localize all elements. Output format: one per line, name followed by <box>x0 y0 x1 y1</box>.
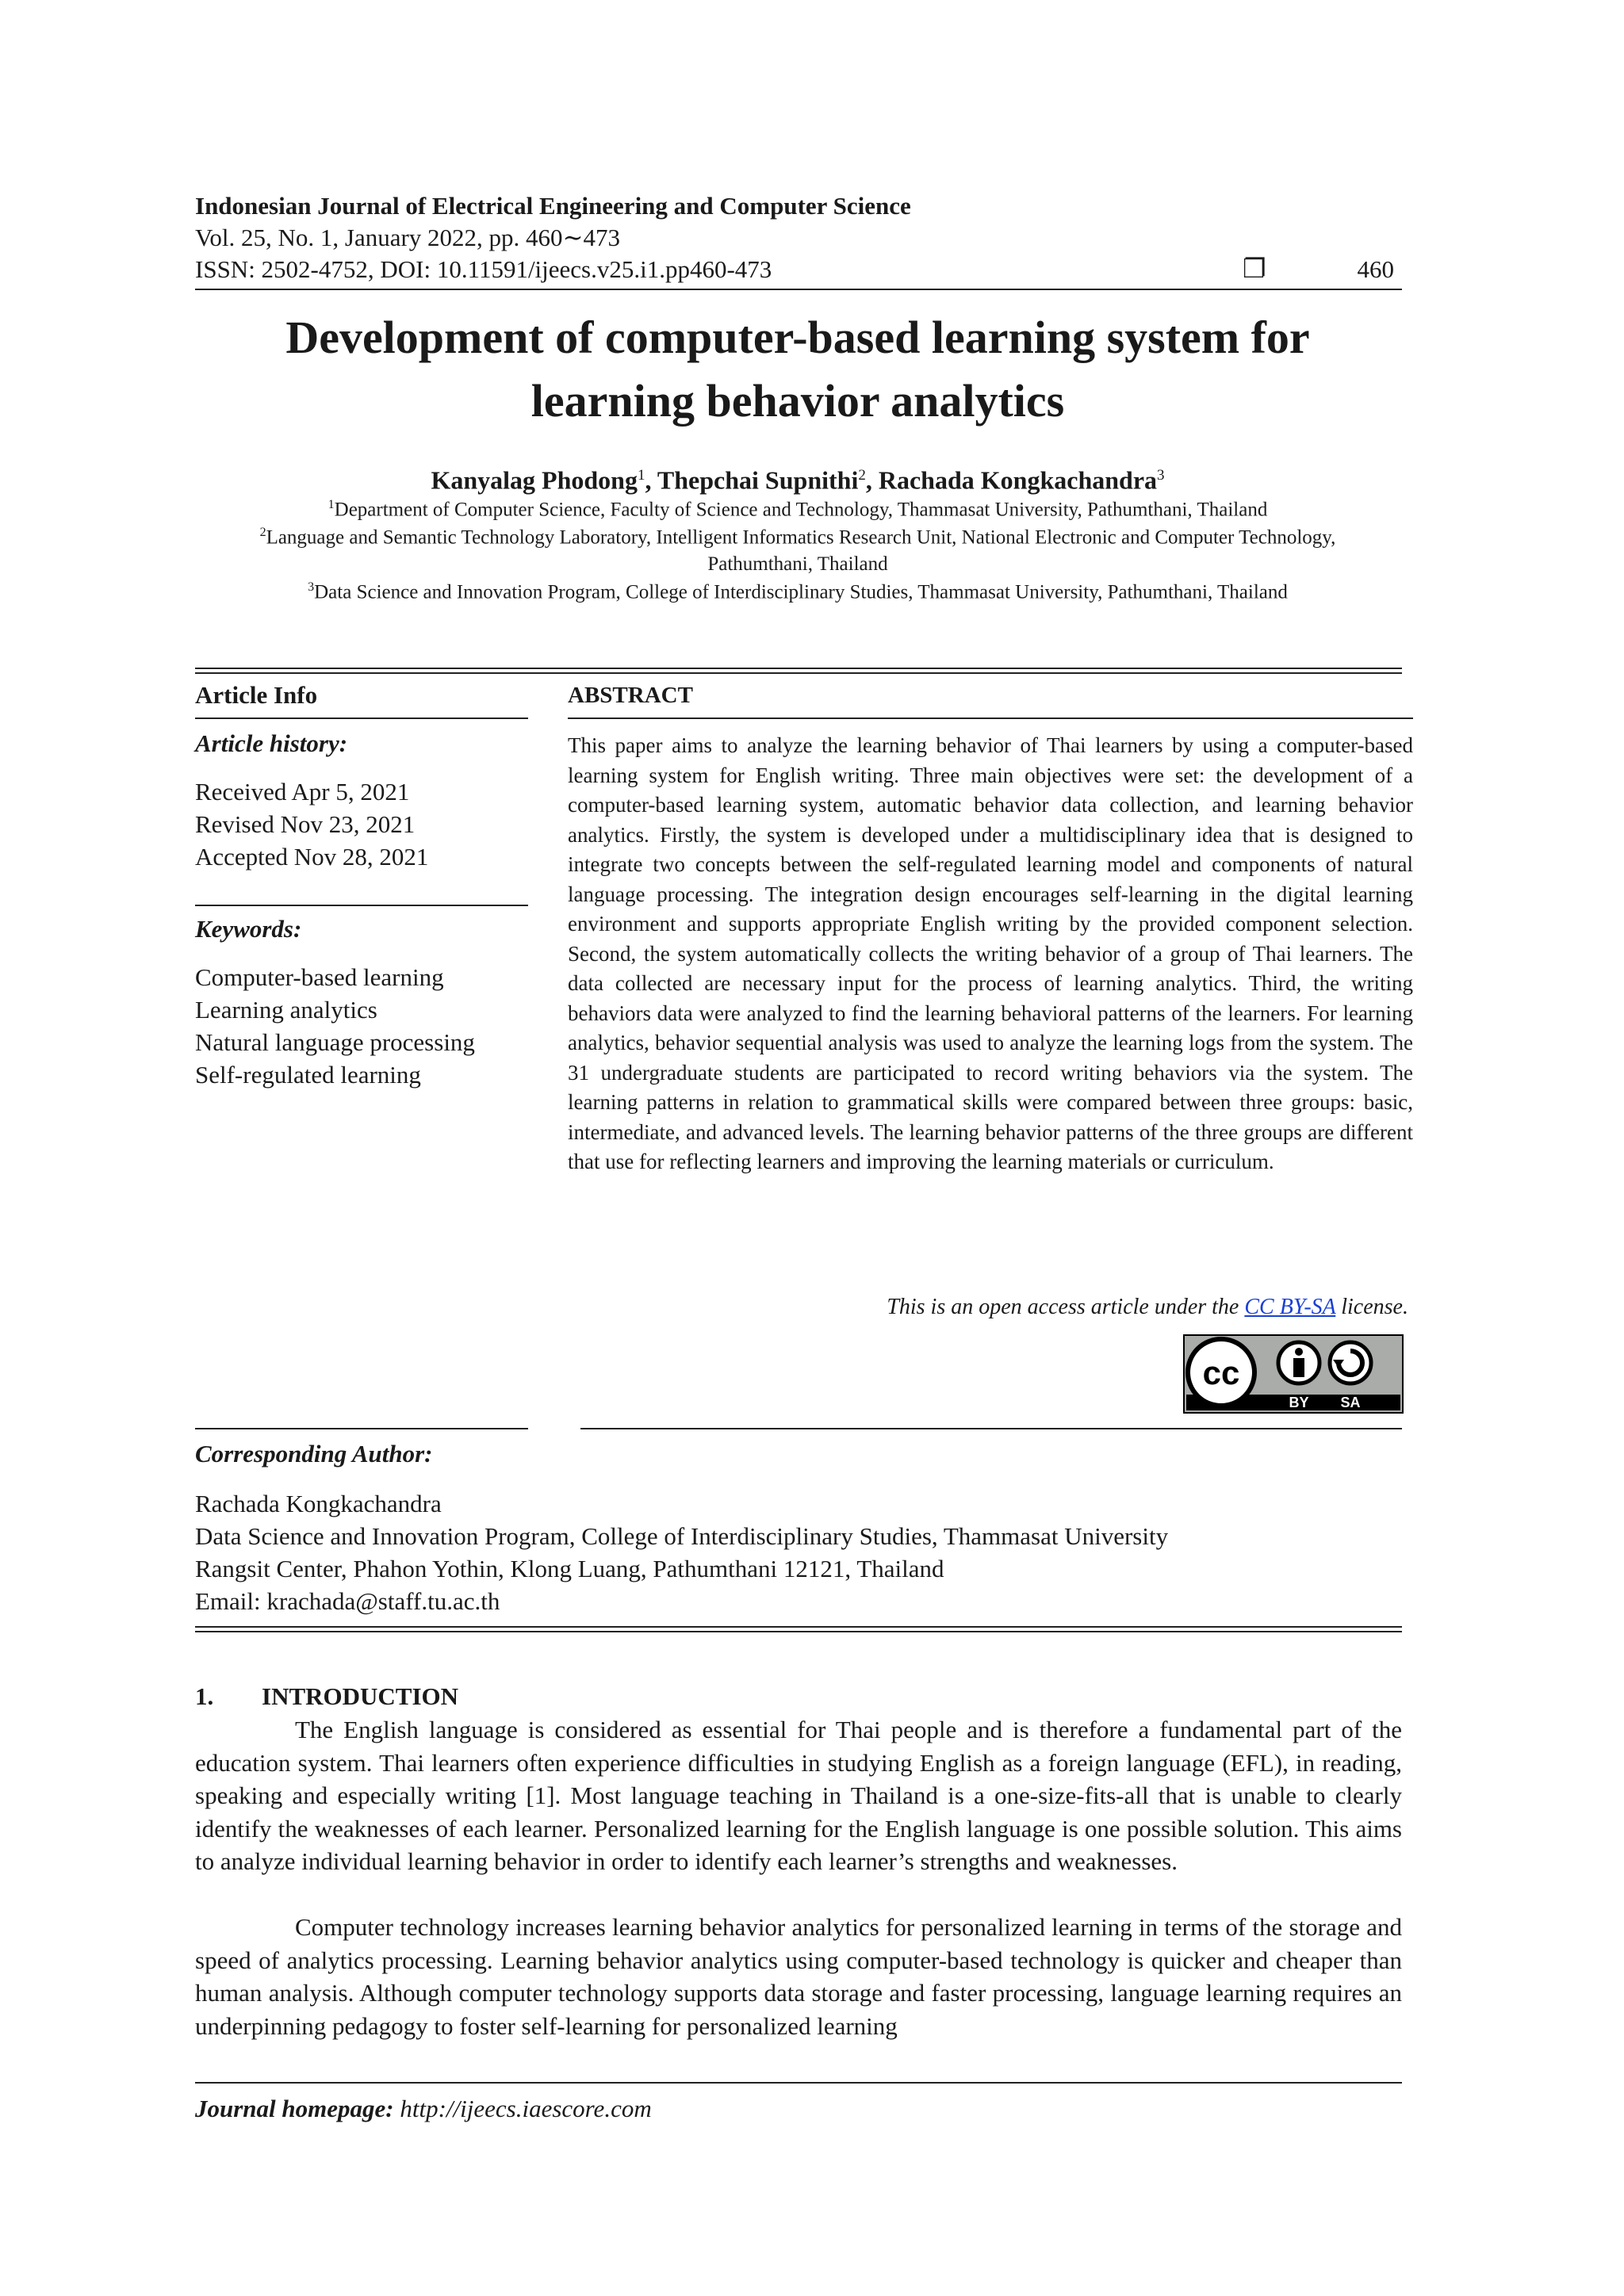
intro-paragraph-1 <box>195 1713 1402 1878</box>
corresponding-name: Rachada Kongkachandra <box>195 1490 442 1517</box>
affiliation-3 <box>195 574 1400 606</box>
affiliation-text: Language and Semantic Technology Laboratory, Intelligent Informatics Research Unit, National Electronic and Computer Technology, <box>266 526 1336 549</box>
abstract-rule <box>568 718 1413 719</box>
keyword-item: Computer-based learning <box>195 963 444 991</box>
received-date: Received Apr 5, 2021 <box>195 778 410 806</box>
corresponding-email: Email: krachada@staff.tu.ac.th <box>195 1587 500 1615</box>
corresponding-bottom-rule <box>195 1626 1402 1628</box>
author-sep: , <box>865 465 879 495</box>
title-line-1: Development of computer-based learning system for <box>285 312 1310 363</box>
badge-by-text: BY <box>1289 1395 1309 1410</box>
info-rule <box>195 905 528 906</box>
corresponding-author-heading: Corresponding Author: <box>195 1440 433 1468</box>
license-suffix: license. <box>1335 1295 1408 1319</box>
author-sup: 3 <box>1157 467 1165 484</box>
keyword-item: Natural language processing <box>195 1028 475 1056</box>
corresponding-rule <box>580 1428 1402 1429</box>
article-info-heading: Article Info <box>195 681 318 709</box>
abstract-heading: ABSTRACT <box>568 683 693 708</box>
page-number: 460 <box>1357 255 1394 283</box>
author-sup: 1 <box>637 467 645 484</box>
paper-title <box>195 306 1400 433</box>
intro-p1-text: The English language is considered as essential for Thai people and is therefore a fundamental part of the education system. Thai learners often experience difficulties in studying English as a foreign language (EFL), in reading, speaking and especially writing [1]. Most language teaching in Thailand is a one-size-fits-all that is unable to clearly identify the weaknesses of each learner. Personalized learning for the English language is one possible solution. This aims to analyze individual learning behavior in order to identify each learner’s strengths and weaknesses. <box>195 1716 1402 1875</box>
header-rule <box>195 289 1402 290</box>
issn-doi: ISSN: 2502-4752, DOI: 10.11591/ijeecs.v25.i1.pp460-473 <box>195 255 772 283</box>
corresponding-bottom-rule <box>195 1631 1402 1632</box>
affiliation-text: Data Science and Innovation Program, College of Interdisciplinary Studies, Thammasat University, Pathumthani, Thailand <box>314 581 1288 603</box>
box-icon: ❐ <box>1243 255 1266 284</box>
intro-p2-text: Computer technology increases learning behavior analytics for personalized learning in terms of the storage and speed of analytics processing. Learning behavior analytics using computer-based technology is quicker and cheaper than human analysis. Although computer technology supports data storage and faster processing, language learning requires an underpinning pedagogy to foster self-learning for personalized learning <box>195 1913 1402 2040</box>
journal-homepage <box>195 2093 652 2125</box>
badge-cc-text: cc <box>1202 1354 1240 1391</box>
affiliation-sup: 3 <box>308 580 315 594</box>
keyword-item: Self-regulated learning <box>195 1061 421 1089</box>
cc-badge-icon <box>1183 1334 1404 1414</box>
info-rule <box>195 718 528 719</box>
homepage-url[interactable]: http://ijeecs.iaescore.com <box>393 2095 652 2122</box>
license-statement <box>568 1292 1408 1322</box>
affiliation-text: Department of Computer Science, Faculty of Science and Technology, Thammasat University, Pathumthani, Thailand <box>334 499 1268 521</box>
keyword-item: Learning analytics <box>195 996 377 1024</box>
accepted-date: Accepted Nov 28, 2021 <box>195 843 429 871</box>
corresponding-affiliation: Data Science and Innovation Program, College of Interdisciplinary Studies, Thammasat University <box>195 1522 1169 1550</box>
footer-rule <box>195 2082 1402 2084</box>
abstract-text: This paper aims to analyze the learning behavior of Thai learners by using a computer-based learning system for English writing. Three main objectives were set: the development of a computer-based learning system, automatic behavior data collection, and learning behavior analytics. Firstly, the system is developed under a multidisciplinary idea that is designed to integrate two concepts between the self-regulated learning model and components of natural language processing. The integration design encourages self-learning in the digital learning environment and supports appropriate English writing by the provided component selection. Second, the system automatically collects the writing behavior of a group of Thai learners. The data collected are necessary input for the process of learning analytics. Third, the writing behaviors data were analyzed to find the learning behavioral patterns of the learners. For learning analytics, behavior sequential analysis was used to analyze the learning logs from the system. The 31 undergraduate students are participated to record writing behaviors via the system. The learning patterns in relation to grammatical skills were compared between three groups: basic, intermediate, and advanced levels. The learning behavior patterns of the three groups are different that use for reflecting learners and improving the learning materials or curriculum. <box>568 733 1413 1173</box>
intro-paragraph-2 <box>195 1911 1402 2042</box>
intro-heading: INTRODUCTION <box>262 1682 459 1710</box>
volume-info: Vol. 25, No. 1, January 2022, pp. 460∼473 <box>195 224 621 251</box>
corresponding-rule <box>195 1428 528 1429</box>
affiliation-sup: 1 <box>327 498 335 511</box>
badge-sa-text: SA <box>1340 1395 1361 1410</box>
affiliation-text: Pathumthani, Thailand <box>707 553 888 576</box>
homepage-label: Journal homepage: <box>195 2095 394 2122</box>
cc-by-sa-badge[interactable] <box>1183 1334 1404 1414</box>
affiliation-sup: 2 <box>259 526 266 539</box>
info-top-rule <box>195 668 1402 669</box>
revised-date: Revised Nov 23, 2021 <box>195 810 416 838</box>
keywords-heading: Keywords: <box>195 915 302 943</box>
journal-name: Indonesian Journal of Electrical Engineering and Computer Science <box>195 192 911 220</box>
author-name: Kanyalag Phodong <box>431 465 638 495</box>
affiliation-2 <box>195 519 1400 578</box>
author-name: Thepchai Supnithi <box>657 465 859 495</box>
author-sup: 2 <box>858 467 866 484</box>
license-prefix: This is an open access article under the <box>887 1295 1245 1319</box>
article-history-heading: Article history: <box>195 729 348 757</box>
cc-by-sa-link[interactable]: CC BY-SA <box>1244 1295 1336 1319</box>
info-top-rule <box>195 672 1402 674</box>
author-name: Rachada Kongkachandra <box>878 465 1158 495</box>
title-line-2: learning behavior analytics <box>530 375 1065 427</box>
author-sep: , <box>645 465 657 495</box>
corresponding-address: Rangsit Center, Phahon Yothin, Klong Luang, Pathumthani 12121, Thailand <box>195 1555 944 1582</box>
intro-number: 1. <box>195 1682 214 1710</box>
